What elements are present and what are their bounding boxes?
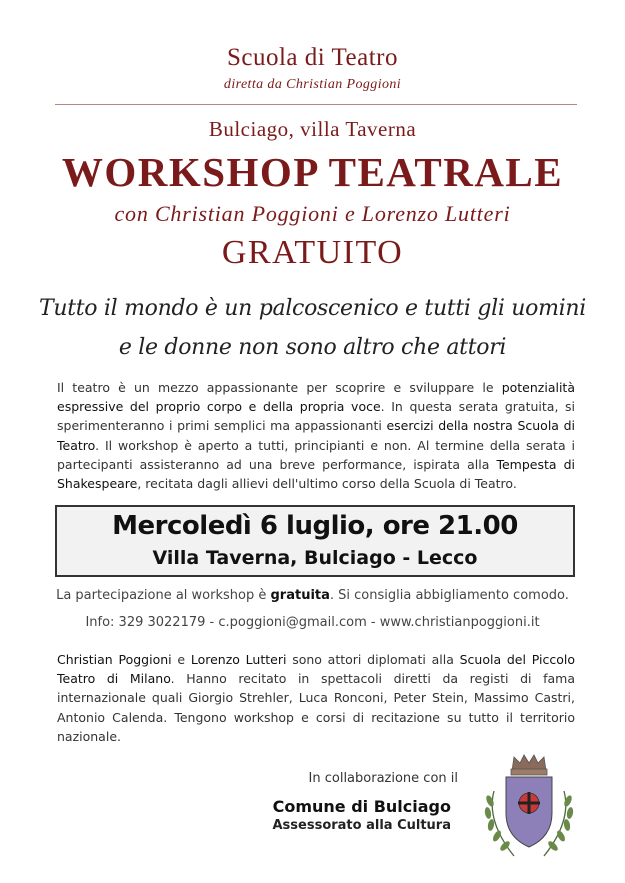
intro-paragraph — [57, 378, 575, 493]
director-subtitle: diretta da Christian Poggioni — [223, 77, 402, 92]
quote-line-1: Tutto il mondo è un palcoscenico e tutti gli uomini — [38, 296, 587, 321]
intro-text-2: . In questa serata gratuita, si sperimenteranno i primi semplici ma appassionanti — [57, 399, 575, 434]
intro-text-3: . Il workshop è aperto a tutti, principianti e non. Al termine della serata i partecipanti assisteranno ad una breve performance, ispirata alla — [57, 437, 575, 472]
instructors-line: con Christian Poggioni e Lorenzo Lutteri — [114, 201, 511, 226]
header-divider — [55, 104, 577, 105]
bio-text-2: sono attori diplomati alla — [286, 652, 460, 667]
comune-name: Comune di Bulciago — [272, 797, 451, 816]
page-title: WORKSHOP TEATRALE — [61, 149, 564, 195]
bio-text-1: e — [171, 652, 191, 667]
school-title: Scuola di Teatro — [226, 44, 399, 71]
event-venue: Villa Taverna, Bulciago - Lecco — [152, 547, 478, 569]
contact-info: Info: 329 3022179 - c.poggioni@gmail.com - www.christianpoggioni.it — [85, 615, 540, 630]
bio-name-1: Christian Poggioni — [57, 652, 172, 667]
intro-text-4: , recitata dagli allievi dell'ultimo corso della Scuola di Teatro. — [137, 476, 517, 492]
location-line: Bulciago, villa Taverna — [208, 117, 417, 141]
intro-highlight-1: potenzialità espressive del proprio corpo e della propria voce — [57, 380, 575, 415]
bio-school: Scuola del Piccolo Teatro di Milano — [57, 652, 575, 687]
free-label: GRATUITO — [221, 234, 404, 271]
intro-highlight-3: Tempesta di Shakespeare — [57, 456, 575, 492]
bio-name-2: Lorenzo Lutteri — [190, 652, 287, 667]
bio-paragraph — [57, 650, 575, 746]
event-date: Mercoledì 6 luglio, ore 21.00 — [112, 511, 518, 541]
participation-note — [0, 588, 625, 603]
participation-text-1: La partecipazione al workshop è — [56, 588, 271, 603]
event-box — [55, 505, 575, 577]
assessorato-label: Assessorato alla Cultura — [272, 818, 451, 833]
quote-line-2: e le donne non sono altro che attori — [118, 335, 507, 360]
intro-highlight-2: esercizi della nostra Scuola di Teatro — [57, 418, 575, 453]
participation-free: gratuita — [270, 588, 330, 603]
participation-text-2: . Si consiglia abbigliamento comodo. — [329, 588, 569, 603]
intro-text-1: Il teatro è un mezzo appassionante per scoprire e sviluppare le — [57, 380, 502, 395]
collaboration-label: In collaborazione con il — [308, 771, 458, 786]
coat-of-arms-icon — [474, 751, 584, 866]
bio-text-3: . Hanno recitato in spettacoli diretti da registi di fama internazionale quali Giorgio Strehler, Luca Ronconi, Peter Stein, Massimo Castri, Antonio Calenda. Tengono workshop e corsi di recitazione su tutto il territorio nazionale. — [57, 671, 575, 744]
